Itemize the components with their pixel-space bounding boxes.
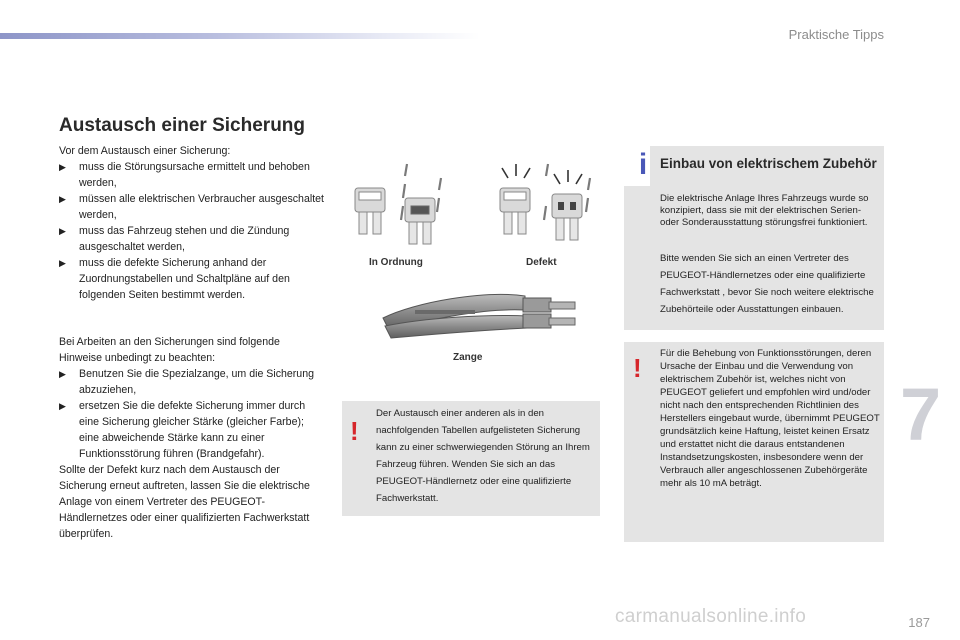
caption-defect: Defekt bbox=[526, 257, 557, 268]
info-icon: i bbox=[638, 148, 648, 181]
intro-block bbox=[59, 143, 324, 303]
section-title: Praktische Tipps bbox=[788, 27, 884, 42]
page-title: Austausch einer Sicherung bbox=[59, 115, 306, 136]
fuse-defect-illustration bbox=[490, 158, 600, 253]
pliers-illustration bbox=[375, 280, 580, 345]
header-gradient-bar bbox=[0, 33, 480, 39]
work-after: Sollte der Defekt kurz nach dem Austausch der Sicherung erneut auftreten, lassen Sie die elektrische Anlage von einem Vertreter des PEUGEOT-Händlernetzes oder einer qualifizierten Fachwerkstatt überprüfen. bbox=[59, 464, 310, 540]
work-lead: Bei Arbeiten an den Sicherungen sind folgende Hinweise unbedingt zu beachten: bbox=[59, 336, 280, 364]
chapter-number: 7 bbox=[900, 373, 942, 456]
work-bullet: ▶ ersetzen Sie die defekte Sicherung immer durch eine Sicherung gleicher Stärke (gleicher Farbe); eine abweichende Stärke kann zu einer Funktionsstörung führen (Brandgefahr). bbox=[59, 400, 306, 460]
intro-lead: Vor dem Austausch einer Sicherung: bbox=[59, 145, 231, 157]
bullet-icon: ▶ bbox=[59, 258, 66, 268]
caption-ok: In Ordnung bbox=[369, 257, 423, 268]
info-text-2: Bitte wenden Sie sich an einen Vertreter des PEUGEOT-Händlernetzes oder eine qualifizierte Fachwerkstatt , bevor Sie noch weitere elektrische Zubehörteile oder Ausstattungen einbauen. bbox=[660, 253, 874, 315]
watermark: carmanualsonline.info bbox=[615, 606, 807, 627]
warning-text-right: Für die Behebung von Funktionsstörungen, deren Ursache der Einbau und die Verwendung von elektrischem Zubehör ist, welches nicht von PEUGEOT geliefert und empfohlen wird und/oder nicht nach den entsprechenden Richtlinien des Herstellers eingebaut wurde, übernimmt PEUGEOT grundsätzlich keine Haftung, leistet keinen Ersatz und erstattet nicht die daraus entstandenen Instandsetzungskosten, insbesondere wenn der Verbrauch aller angeschlossenen Zubehörgeräte mehr als 10 mA beträgt. bbox=[660, 348, 880, 489]
intro-bullet: ▶ müssen alle elektrischen Verbraucher ausgeschaltet werden, bbox=[59, 193, 324, 221]
work-bullet: ▶ Benutzen Sie die Spezialzange, um die Sicherung abzuziehen, bbox=[59, 368, 314, 396]
caption-pliers: Zange bbox=[453, 352, 483, 363]
exclamation-icon: ! bbox=[633, 353, 642, 383]
exclamation-icon: ! bbox=[350, 416, 359, 446]
intro-bullet: ▶ muss das Fahrzeug stehen und die Zündung ausgeschaltet werden, bbox=[59, 225, 290, 253]
warning-text-center: Der Austausch einer anderen als in den nachfolgenden Tabellen aufgelisteten Sicherung kann zu einer schwerwiegenden Störung an Ihrem Fahrzeug führen. Wenden Sie sich an das PEUGEOT-Händlernetz oder eine qualifizierte Fachwerkstatt. bbox=[376, 408, 590, 504]
fuse-ok-illustration bbox=[345, 158, 455, 253]
info-title: Einbau von elektrischem Zubehör bbox=[660, 156, 877, 171]
bullet-icon: ▶ bbox=[59, 226, 66, 236]
bullet-icon: ▶ bbox=[59, 401, 66, 411]
info-text-1: Die elektrische Anlage Ihres Fahrzeugs wurde so konzipiert, dass sie mit der elektrischen Serien- oder Sonderausstattung störungsfrei funktioniert. bbox=[660, 193, 869, 228]
bullet-icon: ▶ bbox=[59, 194, 66, 204]
bullet-icon: ▶ bbox=[59, 162, 66, 172]
page-number: 187 bbox=[908, 615, 930, 630]
work-block bbox=[59, 334, 324, 542]
intro-bullet: ▶ muss die Störungsursache ermittelt und behoben werden, bbox=[59, 161, 310, 189]
intro-bullet: ▶ muss die defekte Sicherung anhand der Zuordnungstabellen und Schaltpläne auf den folgenden Seiten bestimmt werden. bbox=[59, 257, 290, 301]
bullet-icon: ▶ bbox=[59, 369, 66, 379]
